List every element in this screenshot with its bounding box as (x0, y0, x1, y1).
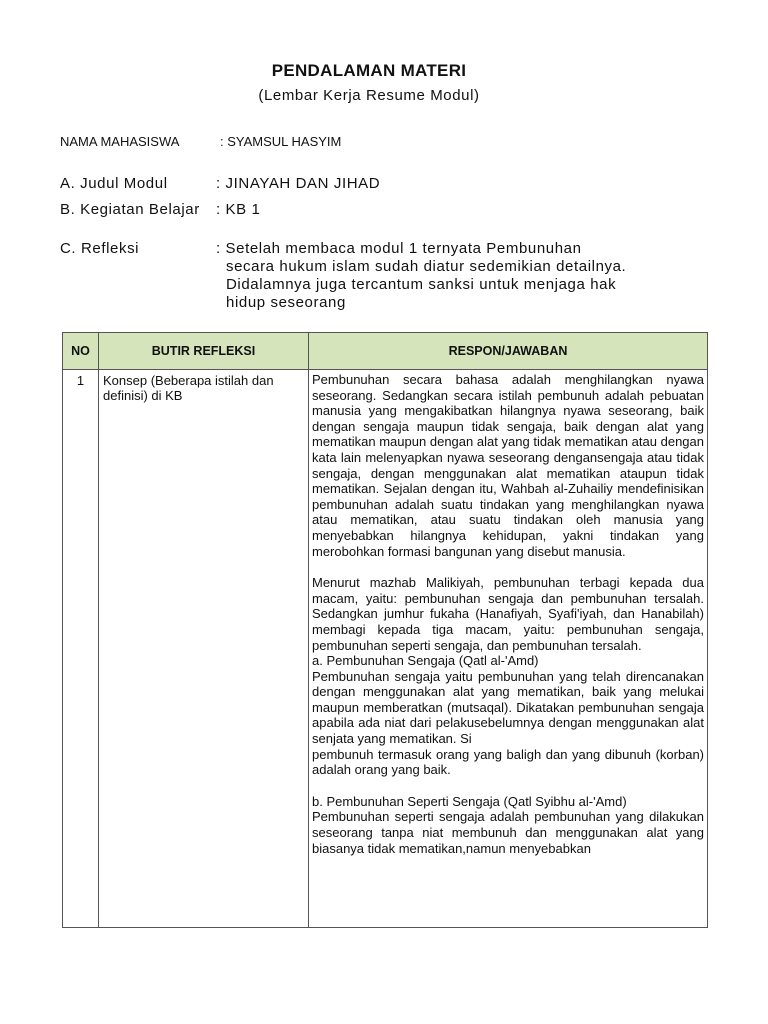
reflection-text (216, 240, 626, 312)
row-respon (309, 370, 708, 928)
reflection-line-2: secara hukum islam sudah diatur sedemikian detailnya. (226, 258, 627, 275)
row-butir: Konsep (Beberapa istilah dan definisi) di KB (99, 370, 309, 928)
document-title: PENDALAMAN MATERI (271, 61, 467, 80)
section-c-row (60, 240, 216, 257)
respon-paragraph-4: Pembunuhan seperti sengaja adalah pembunuhan yang dilakukan seseorang tanpa niat membunuh dan menggunakan alat yang biasanya tidak mematikan,namun menyebabkan (312, 809, 704, 856)
section-b-value: : KB 1 (216, 201, 261, 218)
reflection-line-1: : Setelah membaca modul 1 ternyata Pembunuhan (216, 240, 582, 257)
section-a-row (60, 175, 380, 192)
section-b-label: B. Kegiatan Belajar (60, 201, 200, 218)
respon-paragraph-1: Pembunuhan secara bahasa adalah menghilangkan nyawa seseorang. Sedangkan secara istilah pembunuh adalah pebuatan manusia yang mengakibatkan hilangnya nyawa seseorang, baik dengan sengaja maupun tidak sengaja, baik dengan alat yang mematikan maupun dengan alat yang tidak mematikan atau dengan kata lain melenyapkan nyawa seseorang dengansengaja atau tidak sengaja, dengan menggunakan alat mematikan ataupun tidak mematikan. Sejalan dengan itu, Wahbah al-Zuhailiy mendefinisikan pembunuhan adalah suatu tindakan yang menghilangkan nyawa atau mematikan, atau suatu tindakan oleh manusia yang menyebabkan hilangnya kehidupan, yakni tindakan yang merobohkan formasi bangunan yang disebut manusia. (312, 372, 704, 559)
student-name-label: NAMA MAHASISWA (60, 134, 180, 149)
document-subtitle: (Lembar Kerja Resume Modul) (258, 87, 480, 104)
student-name-row (60, 134, 341, 149)
row-number: 1 (63, 370, 99, 928)
table-header-row (63, 333, 708, 370)
respon-subheading-a: a. Pembunuhan Sengaja (Qatl al-'Amd) (312, 653, 539, 669)
header-respon-jawaban: RESPON/JAWABAN (309, 333, 708, 370)
table-row (63, 370, 708, 928)
respon-subheading-b: b. Pembunuhan Seperti Sengaja (Qatl Syibhu al-'Amd) (312, 793, 627, 809)
respon-paragraph-3: Pembunuhan sengaja yaitu pembunuhan yang telah direncanakan dengan menggunakan alat yang mematikan, baik yang melukai maupun memberatkan (mutsaqal). Dikatakan pembunuhan sengaja apabila ada niat dari pelakusebelumnya dengan menggunakan alat senjata yang mematikan. Si (312, 668, 704, 747)
respon-paragraph-3-tail: pembunuh termasuk orang yang baligh dan yang dibunuh (korban) adalah orang yang baik. (312, 746, 704, 778)
student-name-value: : SYAMSUL HASYIM (220, 134, 342, 149)
respon-paragraph-2: Menurut mazhab Malikiyah, pembunuhan terbagi kepada dua macam, yaitu: pembunuhan sengaja dan pembunuhan tersalah. Sedangkan jumhur fukaha (Hanafiyah, Syafi'iyah, dan Hanabilah) membagi kepada tiga macam, yaitu: pembunuhan sengaja, pembunuhan seperti sengaja, dan pembunuhan tersalah. (312, 575, 704, 653)
reflection-table (62, 332, 708, 928)
section-a-value: : JINAYAH DAN JIHAD (216, 175, 381, 192)
reflection-line-4: hidup seseorang (226, 294, 346, 311)
section-b-row (60, 201, 260, 218)
section-c-label: C. Refleksi (60, 240, 140, 257)
header-no: NO (63, 333, 99, 370)
header-butir-refleksi: BUTIR REFLEKSI (99, 333, 309, 370)
reflection-line-3: Didalamnya juga tercantum sanksi untuk menjaga hak (226, 276, 617, 293)
section-a-label: A. Judul Modul (60, 175, 168, 192)
